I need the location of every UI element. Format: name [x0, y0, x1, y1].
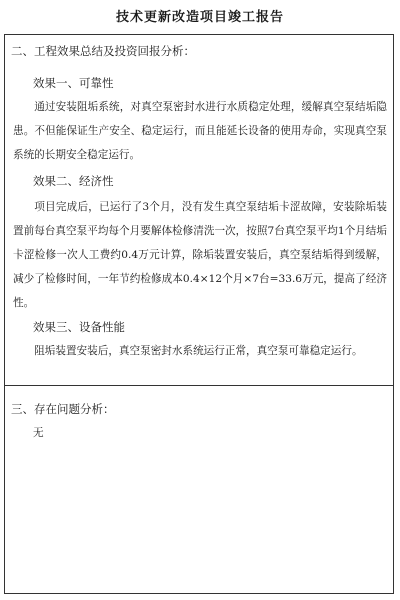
section3-heading: 三、存在问题分析： — [11, 402, 115, 416]
effect2-text: 项目完成后，已运行了3个月，没有发生真空泵结垢卡涩故障，安装除垢装置前每台真空泵平均每个月要解体检修清洗一次，按照7台真空泵平均1个月结垢卡涩检修一次人工费约0.4万元计算，除垢装置安装后，真空泵结垢得到缓解，减少了检修时间，一年节约检修成本0.4×12个月×7台=33.6万元，提高了经济性。 — [13, 201, 387, 309]
report-frame — [4, 34, 394, 594]
effect3-text: 阻垢装置安装后，真空泵密封水系统运行正常，真空泵可靠稳定运行。 — [34, 345, 363, 357]
effect2-heading: 效果二、经济性 — [33, 174, 114, 188]
section-divider — [5, 385, 393, 386]
effect3-heading: 效果三、设备性能 — [33, 320, 125, 334]
document-title: 技术更新改造项目竣工报告 — [115, 10, 284, 25]
effect1-text: 通过安装阻垢系统，对真空泵密封水进行水质稳定处理，缓解真空泵结垢隐患。不但能保证生产安全、稳定运行，而且能延长设备的使用寿命，实现真空泵系统的长期安全稳定运行。 — [13, 101, 387, 161]
section2-heading: 二、工程效果总结及投资回报分析： — [11, 44, 195, 58]
effect1-heading: 效果一、可靠性 — [33, 76, 114, 90]
section3-text: 无 — [33, 427, 44, 439]
